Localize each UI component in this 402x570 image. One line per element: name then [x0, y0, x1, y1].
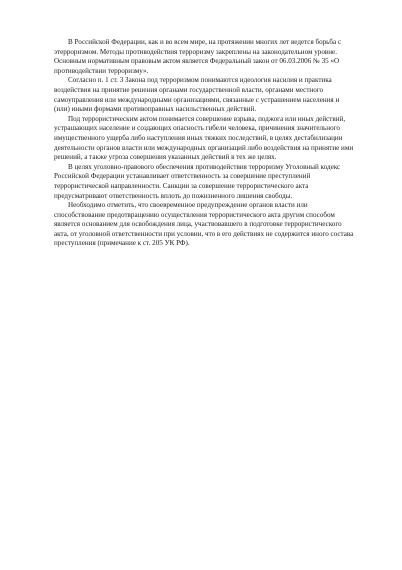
paragraph-terrorism-definition: Согласно п. 1 ст. 3 Закона под терроризмом понимаются идеология насилия и практика воздействия на принятие решения органами государственной власти, органами местного самоуправления или международными организациями, связанные с устрашением населения и (или) иными формами противоправных насильственных действий. — [54, 76, 340, 114]
document-body — [54, 38, 356, 249]
paragraph-exemption-note: Необходимо отметить, что своевременное предупреждение органов власти или способствование предотвращению осуществления террористического акта другим способом является основанием для освобождения лица, участвовавшего в подготовке террористического акта, от уголовной ответственности при условии, что в его действиях не содержится иного состава преступления (примечание к ст. 205 УК РФ). — [54, 201, 354, 248]
paragraph-terrorist-act-definition: Под террористическим актом понимается совершение взрыва, поджога или иных действий, устрашающих население и создающих опасность гибели человека, причинения значительного имущественного ущерба либо наступления иных тяжких последствий, в целях дестабилизации деятельности органов власти или международных организаций либо воздействия на принятие ими решений, а также угроза совершения указанных действий в тех же целях. — [54, 114, 354, 162]
paragraph-criminal-liability: В целях уголовно-правового обеспечения противодействия терроризму Уголовный кодекс Российской Федерации устанавливает ответственность за совершение преступлений террористической направленности. Санкции за совершение террористического акта предусматривают ответственность вплоть до пожизненного лишения свободы. — [54, 162, 341, 200]
paragraph-intro: В Российской Федерации, как и во всем мире, на протяжении многих лет ведется борьба с этерроризмом. Методы противодействия терроризму закреплены на законодательном уровне. Основным нормативным правовым актом является Федеральный закон от 06.03.2006 № 35 «О противодействии терроризму». — [54, 38, 342, 75]
